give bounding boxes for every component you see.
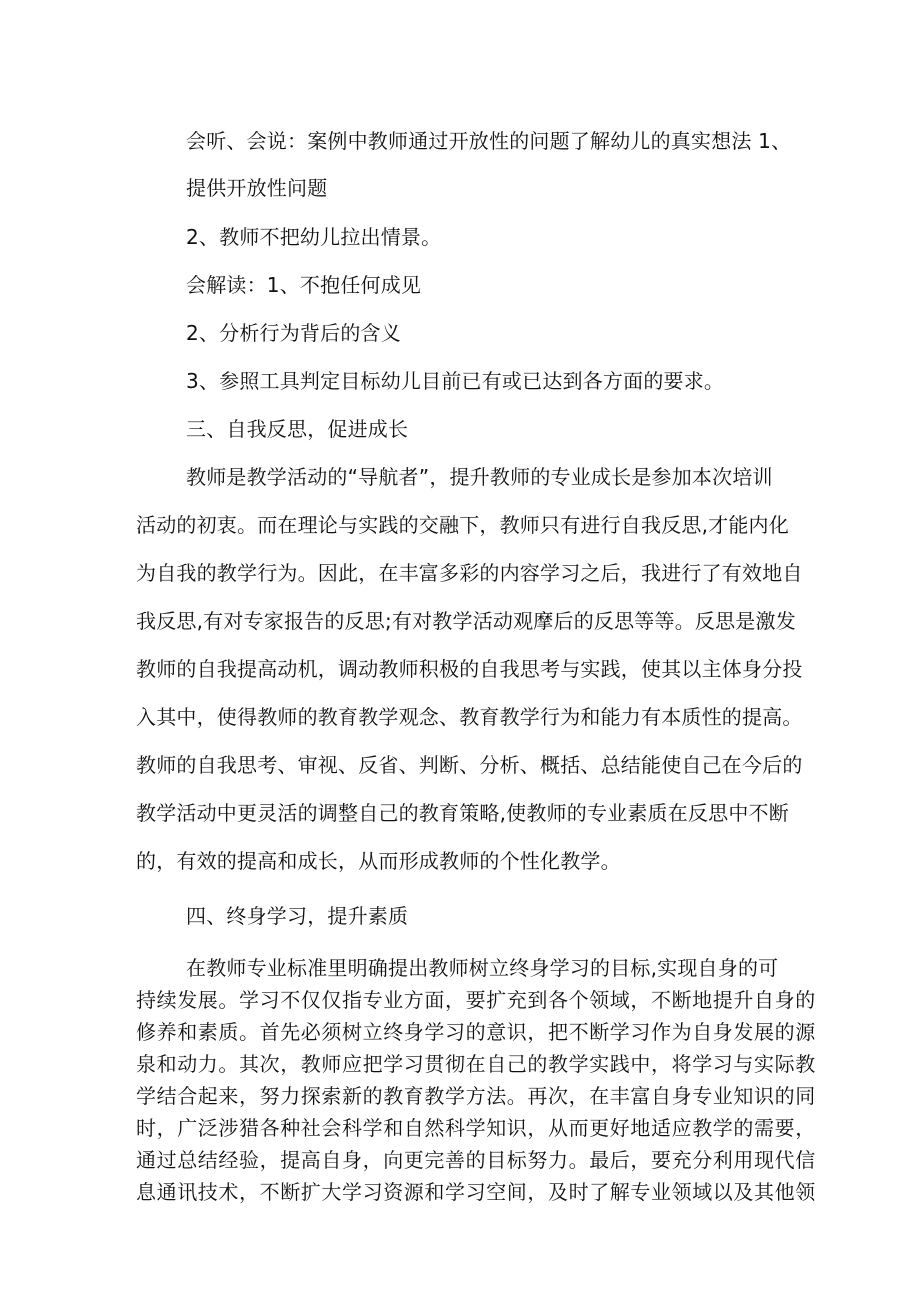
- paragraph-line: 教学活动中更灵活的调整自己的教育策略,使教师的专业素质在反思中不断: [136, 801, 789, 825]
- paragraph-line: 教师的自我思考、审视、反省、判断、分析、概括、总结能使自己在今后的: [136, 753, 803, 777]
- text-line: 3、参照工具判定目标幼儿目前已有或已达到各方面的要求。: [186, 369, 725, 393]
- text-line: 2、分析行为背后的含义: [186, 321, 401, 345]
- section-heading: 三、自我反思，促进成长: [186, 417, 409, 441]
- paragraph-line: 为自我的教学行为。因此，在丰富多彩的内容学习之后，我进行了有效地自: [136, 561, 803, 585]
- paragraph-line: 教师是教学活动的“导航者”，提升教师的专业成长是参加本次培训: [186, 465, 773, 489]
- paragraph-line: 修养和素质。首先必须树立终身学习的意识，把不断学习作为自身发展的源: [136, 1020, 816, 1044]
- paragraph-line: 入其中，使得教师的教育教学观念、教育教学行为和能力有本质性的提高。: [136, 705, 803, 729]
- paragraph-line: 学结合起来，努力探索新的教育教学方法。再次，在丰富自身专业知识的同: [136, 1084, 816, 1108]
- paragraph-line: 通过总结经验，提高自身，向更完善的目标努力。最后，要充分利用现代信: [136, 1148, 816, 1172]
- paragraph-line: 泉和动力。其次，教师应把学习贯彻在自己的教学实践中，将学习与实际教: [136, 1052, 816, 1076]
- paragraph-line: 活动的初衷。而在理论与实践的交融下，教师只有进行自我反思,才能内化: [136, 513, 789, 537]
- paragraph-line: 在教师专业标准里明确提出教师树立终身学习的目标,实现自身的可: [186, 956, 779, 980]
- text-line: 会解读：1、不抱任何成见: [186, 273, 422, 297]
- paragraph-line: 时，广泛涉猎各种社会科学和自然科学知识，从而更好地适应教学的需要，: [136, 1116, 816, 1140]
- text-line: 2、教师不把幼儿拉出情景。: [186, 225, 442, 249]
- paragraph-line: 我反思,有对专家报告的反思;有对教学活动观摩后的反思等等。反思是激发: [136, 609, 796, 633]
- text-line: 提供开放性问题: [186, 176, 328, 200]
- paragraph-line: 息通讯技术，不断扩大学习资源和学习空间，及时了解专业领域以及其他领: [136, 1180, 816, 1204]
- paragraph-line: 教师的自我提高动机，调动教师积极的自我思考与实践，使其以主体身分投: [136, 657, 803, 681]
- paragraph-line: 持续发展。学习不仅仅指专业方面，要扩充到各个领域，不断地提升自身的: [136, 988, 816, 1012]
- section-heading: 四、终身学习，提升素质: [186, 904, 409, 928]
- paragraph-line: 的，有效的提高和成长，从而形成教师的个性化教学。: [136, 849, 621, 873]
- text-line: 会听、会说：案例中教师通过开放性的问题了解幼儿的真实想法 1、: [186, 129, 792, 153]
